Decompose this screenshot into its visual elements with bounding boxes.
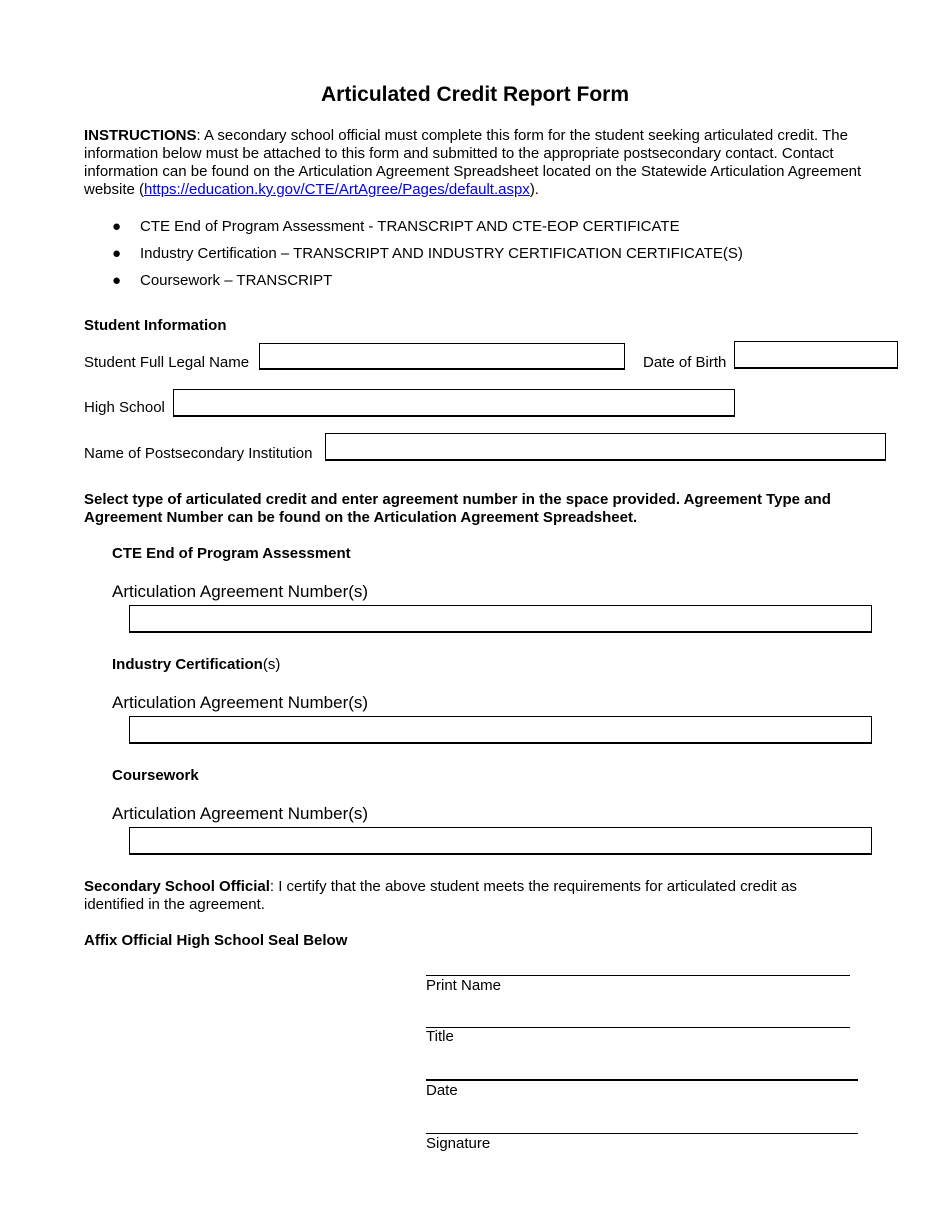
coursework-agreement-field[interactable] <box>129 827 872 855</box>
coursework-agreement-label: Articulation Agreement Number(s) <box>112 804 369 823</box>
instructions-paragraph <box>84 127 874 199</box>
industry-heading-suffix: (s) <box>262 656 281 673</box>
artagree-link[interactable]: https://education.ky.gov/CTE/ArtAgree/Pages/default.aspx <box>144 181 530 198</box>
high-school-label: High School <box>84 399 165 416</box>
signature-line[interactable] <box>426 1133 858 1134</box>
eop-heading: CTE End of Program Assessment <box>112 545 351 562</box>
coursework-heading: Coursework <box>112 767 199 784</box>
select-instruction: Select type of articulated credit and enter agreement number in the space provided. Agreement Type and Agreement Number can be found on the Articulation Agreement Spreadsheet. <box>84 491 831 526</box>
print-name-label: Print Name <box>426 977 502 994</box>
title-label: Title <box>426 1028 454 1045</box>
industry-heading <box>112 656 280 673</box>
eop-agreement-label: Articulation Agreement Number(s) <box>112 582 369 601</box>
student-info-heading: Student Information <box>84 317 227 334</box>
instructions-text: : A secondary school official must complete this form for the student seeking articulated credit. The information below must be attached to this form and submitted to the appropriate postsecondary contact. Contact information can be found on the Articulation Agreement Spreadsheet located on the Statewide Articulation Agreement website ( <box>84 127 862 198</box>
instructions-label: INSTRUCTIONS <box>84 127 197 144</box>
bullet-eop: CTE End of Program Assessment - TRANSCRIPT AND CTE-EOP CERTIFICATE <box>140 218 680 235</box>
bullet-industry: Industry Certification – TRANSCRIPT AND INDUSTRY CERTIFICATION CERTIFICATE(S) <box>140 245 743 262</box>
industry-agreement-label: Articulation Agreement Number(s) <box>112 693 369 712</box>
bullet-icon: ● <box>112 218 122 235</box>
postsecondary-field[interactable] <box>325 433 886 461</box>
bullet-icon: ● <box>112 245 122 262</box>
instructions-after: ). <box>529 181 539 198</box>
dob-field[interactable] <box>734 341 898 369</box>
date-line[interactable] <box>426 1079 858 1081</box>
industry-heading-text: Industry Certification <box>112 656 263 673</box>
print-name-line[interactable] <box>426 975 850 976</box>
full-name-label: Student Full Legal Name <box>84 354 250 371</box>
industry-agreement-field[interactable] <box>129 716 872 744</box>
page-title: Articulated Credit Report Form <box>320 83 630 106</box>
signature-label: Signature <box>426 1135 491 1152</box>
postsecondary-label: Name of Postsecondary Institution <box>84 445 313 462</box>
official-text: : I certify that the above student meets the requirements for articulated credit as identified in the agreement. <box>84 878 797 913</box>
eop-agreement-field[interactable] <box>129 605 872 633</box>
official-label: Secondary School Official <box>84 878 270 895</box>
high-school-field[interactable] <box>173 389 735 417</box>
seal-heading: Affix Official High School Seal Below <box>84 932 348 949</box>
date-label: Date <box>426 1082 458 1099</box>
bullet-icon: ● <box>112 272 122 289</box>
bullet-coursework: Coursework – TRANSCRIPT <box>140 272 333 289</box>
title-line[interactable] <box>426 1027 850 1028</box>
official-certification <box>84 878 844 914</box>
full-name-field[interactable] <box>259 343 625 370</box>
dob-label: Date of Birth <box>643 354 727 371</box>
